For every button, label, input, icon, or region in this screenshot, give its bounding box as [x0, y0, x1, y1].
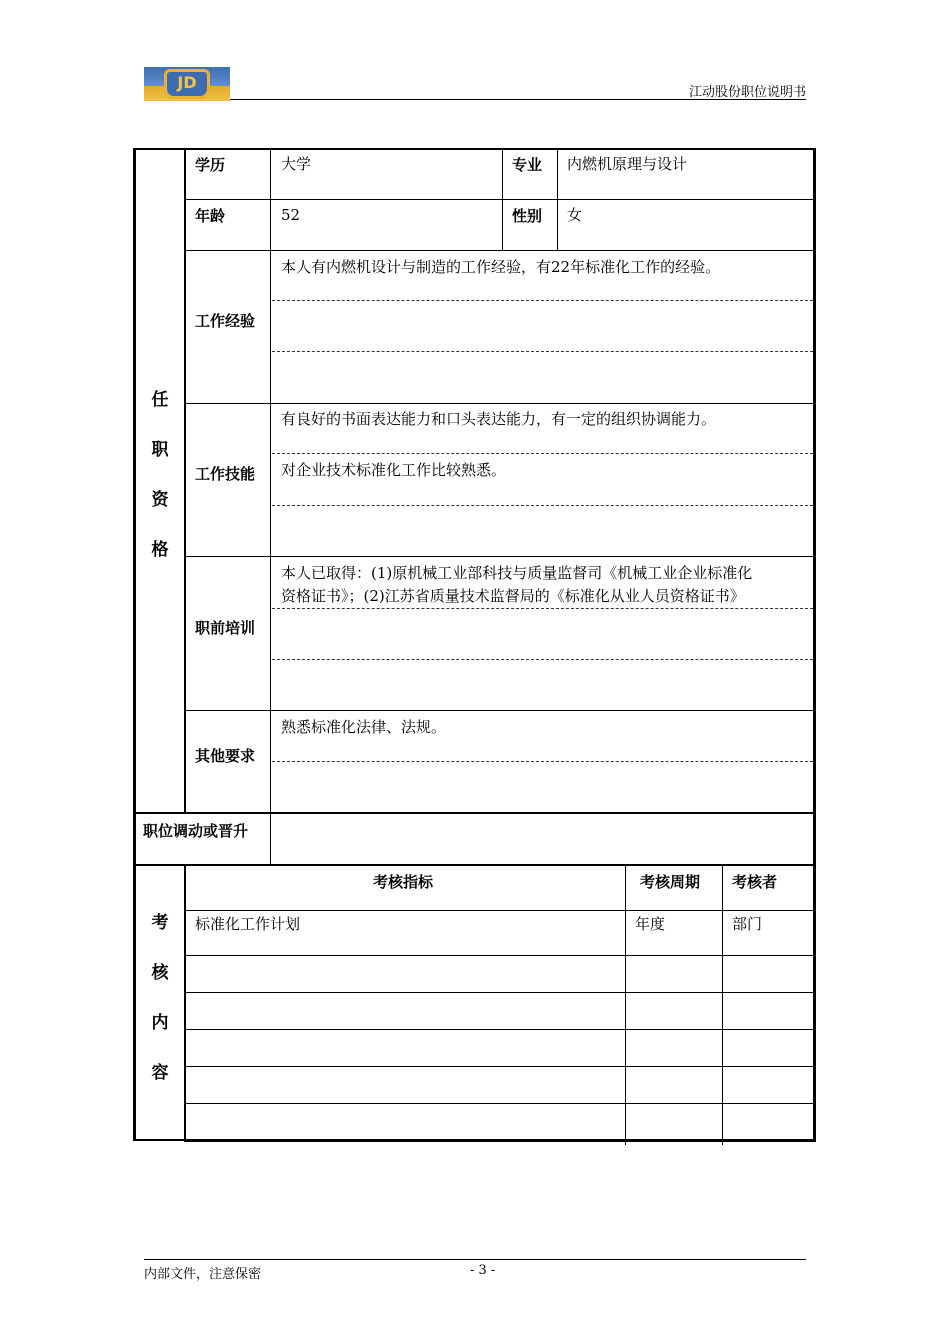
gender-label: 性别: [512, 207, 543, 225]
assessment-row-rule: [185, 1103, 814, 1104]
page-number: - 3 -: [470, 1263, 496, 1278]
section-char: 容: [151, 1063, 169, 1083]
assessment-row-rule: [185, 1066, 814, 1067]
assessment-header-period: 考核周期: [640, 873, 701, 891]
assessment-cell: 年度: [635, 915, 666, 933]
header-rule: [230, 99, 806, 100]
document-title: 江动股份职位说明书: [688, 85, 806, 100]
logo-mark: JD: [164, 69, 210, 99]
experience-line: 本人有内燃机设计与制造的工作经验，有22年标准化工作的经验。: [281, 258, 721, 276]
dashed-rule: [272, 505, 813, 506]
experience-label: 工作经验: [195, 312, 256, 330]
age-label: 年龄: [195, 207, 226, 225]
training-line: 本人已取得：(1)原机械工业部科技与质量监督司《机械工业企业标准化: [281, 564, 753, 582]
table-top-border: [133, 148, 816, 150]
promotion-label: 职位调动或晋升: [143, 822, 249, 840]
dashed-rule: [272, 300, 813, 301]
assessment-header-indicator: 考核指标: [373, 873, 434, 891]
skills-line: 有良好的书面表达能力和口头表达能力，有一定的组织协调能力。: [281, 410, 717, 428]
assessment-header-assessor: 考核者: [732, 873, 778, 891]
training-line: 资格证书》；(2)江苏省质量技术监督局的《标准化从业人员资格证书》: [281, 587, 745, 605]
row-rule: [185, 250, 814, 251]
section-char: 内: [151, 1013, 169, 1033]
skills-line: 对企业技术标准化工作比较熟悉。: [281, 461, 507, 479]
assessment-row-rule: [185, 992, 814, 993]
confidential-note: 内部文件，注意保密: [144, 1267, 262, 1282]
section-char: 核: [151, 963, 169, 983]
row-rule: [133, 812, 816, 814]
assessment-row-rule: [185, 955, 814, 956]
dashed-rule: [272, 761, 813, 762]
other-line: 熟悉标准化法律、法规。: [281, 718, 447, 736]
major-value: 内燃机原理与设计: [567, 155, 688, 173]
row-rule: [133, 864, 816, 866]
assessment-cell: 部门: [732, 915, 763, 933]
skills-label: 工作技能: [195, 465, 256, 483]
assessment-left-border: [184, 865, 186, 1141]
assessment-cell: 标准化工作计划: [195, 915, 301, 933]
section-char: 格: [151, 540, 169, 560]
company-logo: [144, 67, 230, 101]
section-char: 考: [151, 913, 169, 933]
dashed-rule: [272, 608, 813, 609]
row-rule: [185, 403, 814, 404]
gender-value: 女: [567, 206, 583, 224]
row-rule: [185, 199, 814, 200]
table-bottom-left-border: [133, 1139, 185, 1141]
footer-rule: [144, 1259, 806, 1260]
major-label: 专业: [512, 156, 543, 174]
row-rule: [185, 556, 814, 557]
section-char: 任: [151, 390, 169, 410]
dashed-rule: [272, 351, 813, 352]
education-value: 大学: [281, 155, 312, 173]
section-char: 职: [151, 440, 169, 460]
education-label: 学历: [195, 156, 226, 174]
age-value: 52: [281, 206, 301, 224]
table-left-border: [133, 148, 136, 1141]
assessment-row-rule: [185, 1029, 814, 1030]
dashed-rule: [272, 453, 813, 454]
mid-column-border-2: [557, 150, 558, 250]
training-label: 职前培训: [195, 619, 256, 637]
other-label: 其他要求: [195, 747, 256, 765]
row-rule: [185, 710, 814, 711]
assessment-row-rule: [185, 910, 814, 911]
mid-column-border: [502, 150, 503, 250]
dashed-rule: [272, 659, 813, 660]
value-column-border: [270, 150, 271, 864]
section-char: 资: [151, 490, 169, 510]
